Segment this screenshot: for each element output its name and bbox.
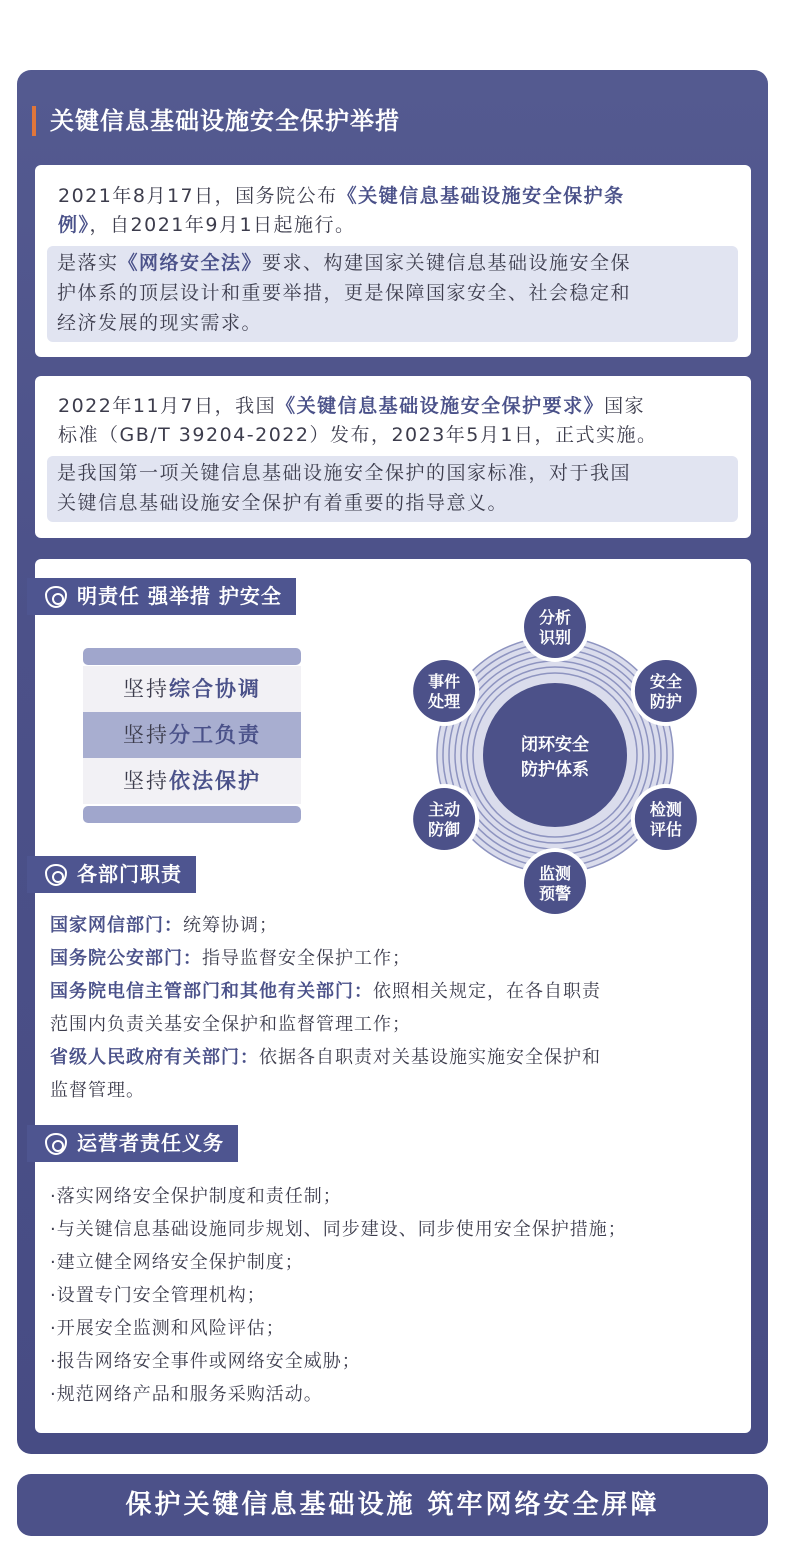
- card1-line2-em: 例》: [58, 214, 90, 236]
- pill-law: [83, 758, 301, 804]
- card1-hl1-prefix: 是落实: [57, 252, 119, 274]
- pill-coordination: [83, 666, 301, 712]
- diagram-node-label: 分析: [538, 608, 572, 627]
- dept-line: [50, 1074, 740, 1107]
- card1-hl1-em: 《网络安全法》: [118, 252, 263, 274]
- pill1-prefix: 坚持: [123, 677, 169, 701]
- dept-line: [50, 1008, 740, 1041]
- diagram-node-label: 防护: [649, 692, 682, 711]
- list-item: ·开展安全监测和风险评估；: [50, 1318, 285, 1339]
- card1-line1-prefix: 2021年8月17日，国务院公布: [58, 185, 338, 207]
- dept-line: [50, 975, 740, 1008]
- shield-icon: [45, 864, 67, 886]
- dept-line: [50, 942, 740, 975]
- card1-text: [58, 182, 738, 240]
- section-label-departments: [27, 856, 196, 893]
- card1-line1-em: 《关键信息基础设施安全保护条: [337, 185, 625, 207]
- shield-icon: [45, 586, 67, 608]
- dept-line: [50, 909, 740, 942]
- section-label-operators: [27, 1125, 238, 1162]
- pill-top-bar: [83, 648, 301, 665]
- card2-line1-em: 《关键信息基础设施安全保护要求》: [276, 395, 605, 417]
- list-item: ·报告网络安全事件或网络安全威胁；: [50, 1351, 361, 1372]
- pill3-em: 依法保护: [169, 769, 261, 793]
- diagram-node-label: 识别: [538, 628, 572, 647]
- diagram-node-circle: [524, 852, 586, 914]
- dept-duty: 监督管理。: [50, 1080, 145, 1101]
- operator-duty-list: [50, 1180, 740, 1411]
- dept-duty: 依照相关规定，在各自职责: [373, 981, 601, 1002]
- list-item: ·与关键信息基础设施同步规划、同步建设、同步使用安全保护措施；: [50, 1219, 627, 1240]
- diagram-node-label: 检测: [649, 800, 682, 819]
- diagram-node-label: 事件: [428, 672, 461, 691]
- diagram-node: [631, 656, 701, 726]
- diagram-node-circle: [413, 660, 475, 722]
- diagram-node: [520, 848, 590, 915]
- closed-loop-diagram: [395, 595, 715, 915]
- diagram-node: [520, 595, 590, 662]
- diagram-node-label: 主动: [428, 800, 461, 819]
- list-item: ·落实网络安全保护制度和责任制；: [50, 1186, 342, 1207]
- card1-line2-suffix: ，自2021年9月1日起施行。: [89, 214, 356, 236]
- diagram-center-circle: [483, 683, 627, 827]
- footer-banner: 保护关键信息基础设施 筑牢网络安全屏障: [17, 1474, 768, 1536]
- shield-icon: [45, 1133, 67, 1155]
- pill2-em: 分工负责: [169, 723, 261, 747]
- pill1-em: 综合协调: [169, 677, 261, 701]
- diagram-node-label: 评估: [649, 820, 682, 839]
- list-item: ·建立健全网络安全保护制度；: [50, 1252, 304, 1273]
- dept-name: 国务院电信主管部门和其他有关部门：: [50, 981, 373, 1002]
- diagram-node-label: 监测: [538, 864, 572, 883]
- page-title: 关键信息基础设施安全保护举措: [32, 106, 400, 136]
- list-item: ·规范网络产品和服务采购活动。: [50, 1384, 323, 1405]
- card1-highlight: [47, 246, 738, 342]
- diagram-node-circle: [413, 788, 475, 850]
- diagram-node: [631, 784, 701, 854]
- diagram-node: [409, 656, 479, 726]
- card2-line1-prefix: 2022年11月7日，我国: [58, 395, 277, 417]
- pill2-prefix: 坚持: [123, 723, 169, 747]
- list-item: ·设置专门安全管理机构；: [50, 1285, 266, 1306]
- card2-line2: 标准（GB/T 39204-2022）发布，2023年5月1日，正式实施。: [58, 424, 658, 446]
- pill-bottom-bar: [83, 806, 301, 823]
- card2-line1-suffix: 国家: [604, 395, 646, 417]
- card1-hl3: 经济发展的现实需求。: [57, 312, 263, 334]
- card2-text: [58, 392, 748, 450]
- dept-name: 国务院公安部门：: [50, 948, 202, 969]
- section3-label-text: 运营者责任义务: [77, 1131, 224, 1155]
- dept-duty: 范围内负责关基安全保护和监督管理工作；: [50, 1014, 411, 1035]
- section-label-responsibility: [27, 578, 296, 615]
- diagram-node-label: 预警: [538, 884, 572, 903]
- dept-name: 国家网信部门：: [50, 915, 183, 936]
- dept-duty: 指导监督安全保护工作；: [202, 948, 411, 969]
- card2-hl1: 是我国第一项关键信息基础设施安全保护的国家标准，对于我国: [57, 462, 632, 484]
- pill3-prefix: 坚持: [123, 769, 169, 793]
- diagram-node-label: 安全: [649, 672, 682, 691]
- diagram-node-circle: [524, 596, 586, 658]
- dept-duty: 统筹协调；: [183, 915, 278, 936]
- dept-line: [50, 1041, 740, 1074]
- diagram-center-line2: 防护体系: [521, 760, 589, 780]
- diagram-node-circle: [635, 788, 697, 850]
- diagram-node: [409, 784, 479, 854]
- card1-hl1-suffix: 要求、构建国家关键信息基础设施安全保: [262, 252, 632, 274]
- diagram-node-label: 处理: [428, 692, 461, 711]
- dept-name: 省级人民政府有关部门：: [50, 1047, 259, 1068]
- dept-duty: 依据各自职责对关基设施实施安全保护和: [259, 1047, 601, 1068]
- diagram-node-circle: [635, 660, 697, 722]
- card1-hl2: 护体系的顶层设计和重要举措，更是保障国家安全、社会稳定和: [57, 282, 632, 304]
- section1-label-text: 明责任 强举措 护安全: [77, 584, 282, 608]
- diagram-node-label: 防御: [428, 820, 461, 839]
- diagram-center-line1: 闭环安全: [521, 735, 589, 755]
- pill-division: [83, 712, 301, 758]
- section2-label-text: 各部门职责: [77, 862, 182, 886]
- card2-highlight: [47, 456, 738, 522]
- card2-hl2: 关键信息基础设施安全保护有着重要的指导意义。: [57, 492, 509, 514]
